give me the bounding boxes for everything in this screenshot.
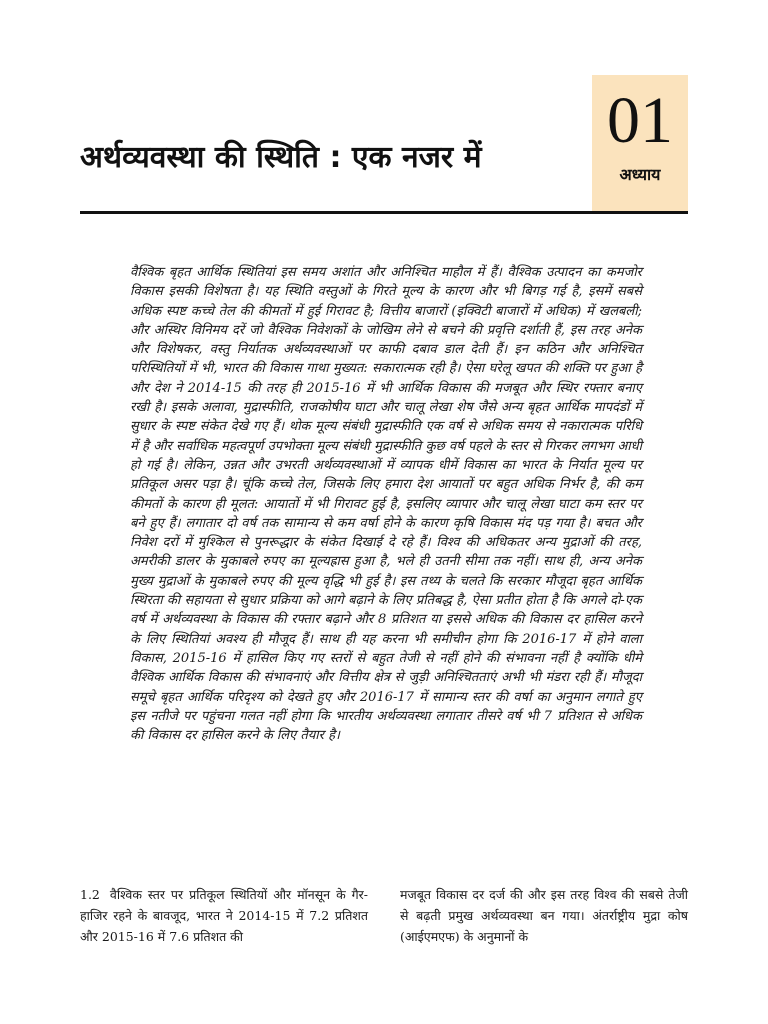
page-title: अर्थव्यवस्था की स्थिति : एक नजर में xyxy=(80,140,482,175)
title-divider xyxy=(80,211,688,214)
body-text-left: वैश्विक स्तर पर प्रतिकूल स्थितियों और मॉनसून के गैर-हाजिर रहने के बावजूद, भारत ने 2014-15 में 7.2 प्रतिशत और 2015-16 में 7.6 प्रतिशत की xyxy=(80,887,368,944)
chapter-badge xyxy=(592,75,688,212)
chapter-label: अध्याय xyxy=(619,165,661,184)
body-text-right: मजबूत विकास दर दर्ज की और इस तरह विश्व की सबसे तेजी से बढ़ती प्रमुख अर्थव्यवस्था बन गया। अंतर्राष्ट्रीय मुद्रा कोष (आईएमएफ) के अनुमानों के xyxy=(400,887,688,944)
chapter-number: 01 xyxy=(607,84,673,157)
body-column-left xyxy=(80,884,368,947)
paragraph-number: 1.2 xyxy=(80,887,100,902)
chapter-abstract: वैश्विक बृहत आर्थिक स्थितियां इस समय अशांत और अनिश्चित माहौल में हैं। वैश्विक उत्पादन का कमजोर विकास इसकी विशेषता है। यह स्थिति वस्तुओं के गिरते मूल्य के कारण और भी बिगड़ गई है, इसमें सबसे अधिक स्पष्ट कच्चे तेल की कीमतों में हुई गिरावट है; वित्तीय बाजारों (इक्विटी बाजारों में अधिक) में खलबली; और अस्थिर विनिमय दरें जो वैश्विक निवेशकों के जोखिम लेने से बचने की प्रवृत्ति दर्शाती हैं, इस तरह अनेक और विशेषकर, वस्तु निर्यातक अर्थव्यवस्थाओं पर काफी दबाव डाल देती हैं। इन कठिन और अनिश्चित परिस्थितियों में भी, भारत की विकास गाथा मुख्यत: सकारात्मक रही है। ऐसा घरेलू खपत की शक्ति पर हुआ है और देश ने 2014-15 की तरह ही 2015-16 में भी आर्थिक विकास की मजबूत और स्थिर रफ्तार बनाए रखी है। इसके अलावा, मुद्रास्फीति, राजकोषीय घाटा और चालू लेखा शेष जैसे अन्य बृहत आर्थिक मापदंडों में सुधार के स्पष्ट संकेत देखे गए हैं। थोक मूल्य संबंधी मुद्रास्फीति एक वर्ष से अधिक समय से नकारात्मक परिधि में है और सर्वाधिक महत्वपूर्ण उपभोक्ता मूल्य संबंधी मुद्रास्फीति कुछ वर्ष पहले के स्तर से गिरकर लगभग आधी हो गई है। लेकिन, उन्नत और उभरती अर्थव्यवस्थाओं में व्यापक धीमें विकास का भारत के निर्यात मूल्य पर प्रतिकूल असर पड़ा है। चूंकि कच्चे तेल, जिसके लिए हमारा देश आयातों पर बहुत अधिक निर्भर है, की कम कीमतों के कारण ही मूलत: आयातों में भी गिरावट हुई है, इसलिए व्यापार और चालू लेखा घाटा कम स्तर पर बने हुए हैं। लगातार दो वर्ष तक सामान्य से कम वर्षा होने के कारण कृषि विकास मंद पड़ गया है। बचत और निवेश दरों में मुश्किल से पुनरूद्धार के संकेत दिखाई दे रहे हैं। विश्व की अधिकतर अन्य मुद्राओं की तरह, अमरीकी डालर के मुकाबले रुपए का मूल्यह्रास हुआ है, भले ही उतनी सीमा तक नहीं। साथ ही, अन्य अनेक मुख्य मुद्राओं के मुकाबले रुपए की मूल्य वृद्धि भी हुई है। इस तथ्य के चलते कि सरकार मौजूदा बृहत आर्थिक स्थिरता की सहायता से सुधार प्रक्रिया को आगे बढ़ाने के लिए प्रतिबद्ध है, ऐसा प्रतीत होता है कि अगले दो-एक वर्ष में अर्थव्यवस्था के विकास की रफ्तार बढ़ाने और 8 प्रतिशत या इससे अधिक की विकास दर हासिल करने के लिए स्थितियां अवश्य ही मौजूद हैं। साथ ही यह करना भी समीचीन होगा कि 2016-17 में होने वाला विकास, 2015-16 में हासिल किए गए स्तरों से बहुत तेजी से नहीं होने की संभावना नहीं है क्योंकि धीमे वैश्विक आर्थिक विकास की संभावनाएं और वित्तीय क्षेत्र से जुड़ी अनिश्चितताएं अभी भी मंडरा रही हैं। मौजूदा समूचे बृहत आर्थिक परिदृश्य को देखते हुए और 2016-17 में सामान्य स्तर की वर्षा का अनुमान लगाते हुए इस नतीजे पर पहुंचना गलत नहीं होगा कि भारतीय अर्थव्यवस्था लगातार तीसरे वर्ष भी 7 प्रतिशत से अधिक की विकास दर हासिल करने के लिए तैयार है। xyxy=(130,265,642,744)
body-column-right xyxy=(400,884,688,947)
